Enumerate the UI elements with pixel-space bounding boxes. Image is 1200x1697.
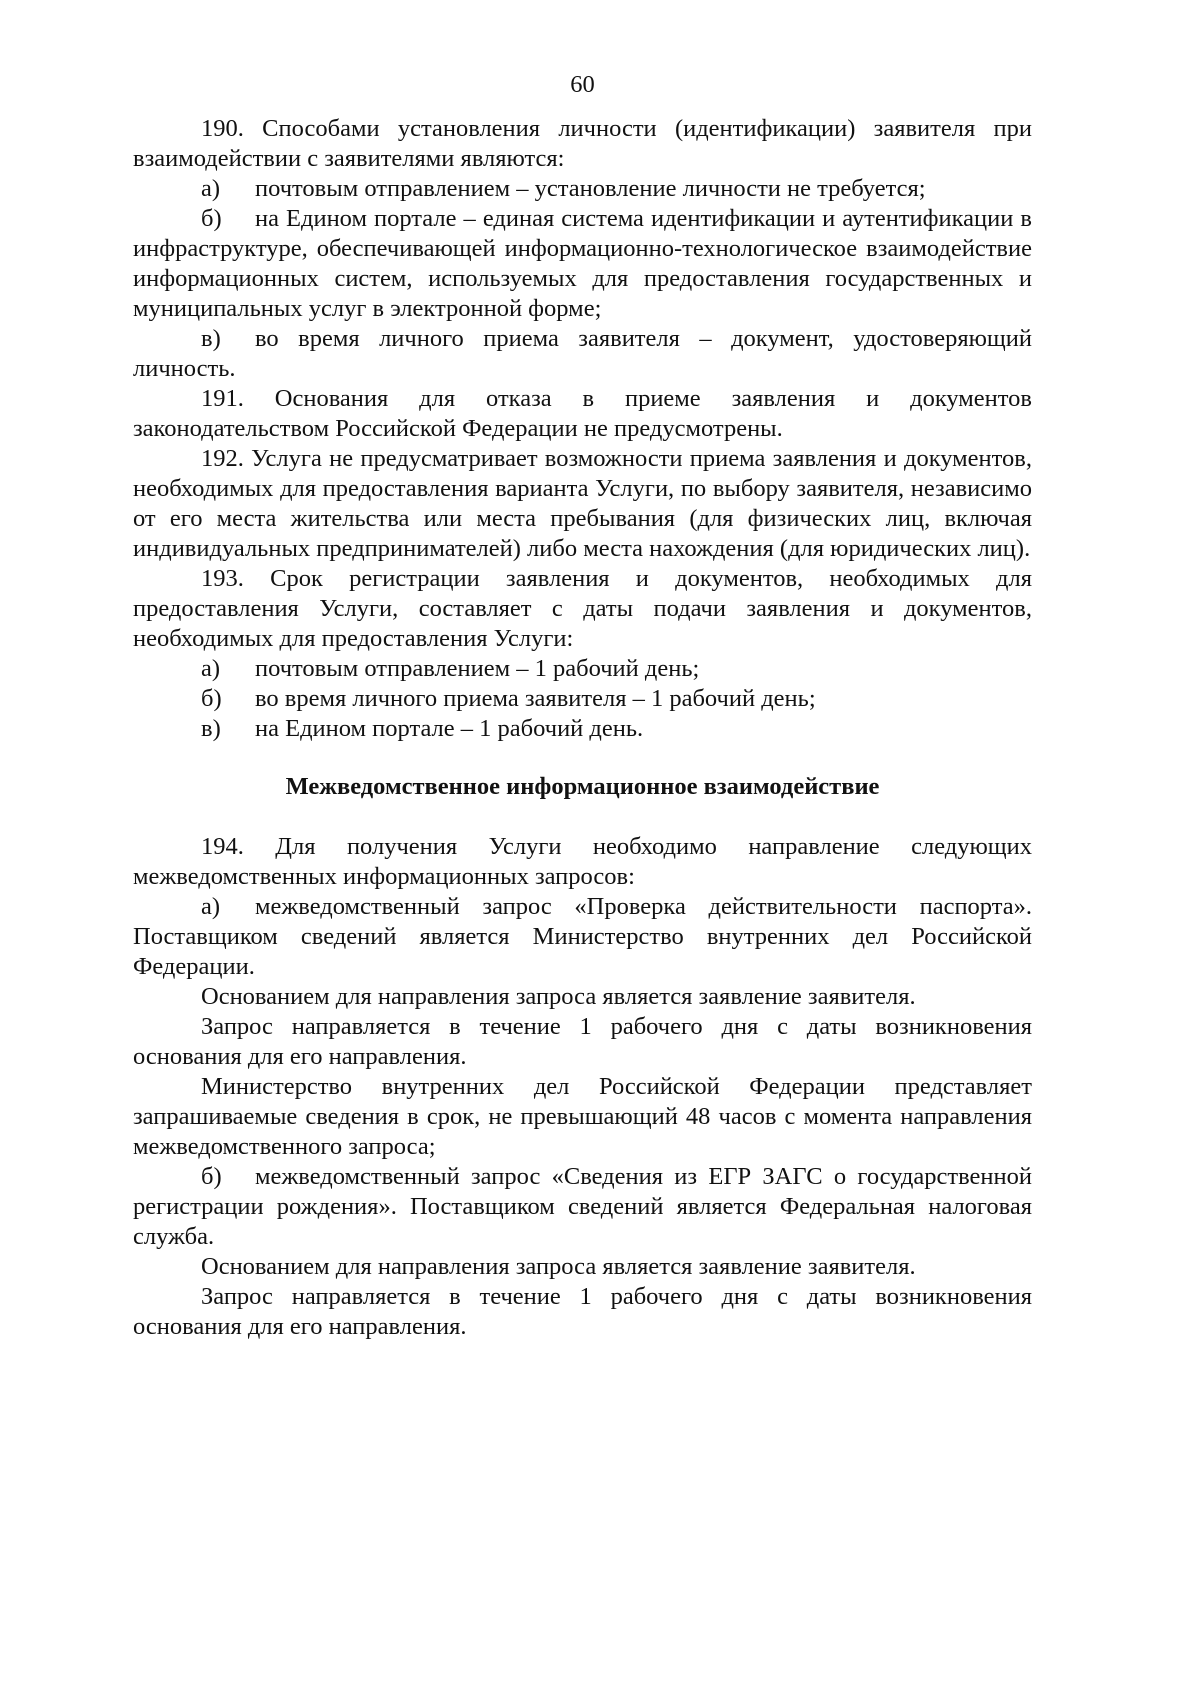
item-marker: б) <box>201 205 222 232</box>
paragraph-194-a-ministry: Министерство внутренних дел Российской Федерации представляет запрашиваемые сведения в срок, не превышающий 48 часов с момента направления межведомственного запроса; <box>133 1073 1032 1160</box>
paragraph-191: 191. Основания для отказа в приеме заявления и документов законодательством Российской Федерации не предусмотрены. <box>133 385 1032 442</box>
paragraph-194-a-basis: Основанием для направления запроса является заявление заявителя. <box>201 983 916 1010</box>
list-item-193-v <box>133 714 1032 744</box>
list-item-190-a <box>133 174 1032 204</box>
item-marker: в) <box>201 325 221 352</box>
section-heading: Межведомственное информационное взаимодействие <box>285 773 880 800</box>
item-text: во время личного приема заявителя – 1 рабочий день; <box>255 685 816 712</box>
item-text: межведомственный запрос «Проверка действительности паспорта». Поставщиком сведений является Министерство внутренних дел Российской Федерации. <box>133 893 1032 980</box>
paragraph-192: 192. Услуга не предусматривает возможности приема заявления и документов, необходимых для предоставления варианта Услуги, по выбору заявителя, независимо от его места жительства или места пребывания (для физических лиц, включая индивидуальных предпринимателей) либо места нахождения (для юридических лиц). <box>133 445 1032 562</box>
list-item-190-v <box>133 324 1032 384</box>
paragraph-190: 190. Способами установления личности (идентификации) заявителя при взаимодействии с заявителями являются: <box>133 115 1032 172</box>
item-marker: б) <box>201 1163 222 1190</box>
item-text: почтовым отправлением – установление личности не требуется; <box>255 175 926 202</box>
item-marker: а) <box>201 655 221 682</box>
item-text: на Едином портале – единая система идентификации и аутентификации в инфраструктуре, обеспечивающей информационно-технологическое взаимодействие информационных систем, используемых для предоставления государственных и муниципальных услуг в электронной форме; <box>133 205 1032 322</box>
item-marker: б) <box>201 685 222 712</box>
paragraph-194-b-term: Запрос направляется в течение 1 рабочего дня с даты возникновения основания для его направления. <box>133 1283 1032 1340</box>
list-item-193-b <box>133 684 1032 714</box>
list-item-194-a <box>133 892 1032 982</box>
item-text: межведомственный запрос «Сведения из ЕГР ЗАГС о государственной регистрации рождения». Поставщиком сведений является Федеральная налоговая служба. <box>133 1163 1032 1250</box>
paragraph-194: 194. Для получения Услуги необходимо направление следующих межведомственных информационных запросов: <box>133 833 1032 890</box>
item-marker: а) <box>201 893 221 920</box>
paragraph-194-b-basis: Основанием для направления запроса является заявление заявителя. <box>201 1253 916 1280</box>
list-item-190-b <box>133 204 1032 324</box>
paragraph-193: 193. Срок регистрации заявления и документов, необходимых для предоставления Услуги, составляет с даты подачи заявления и документов, необходимых для предоставления Услуги: <box>133 565 1032 652</box>
page-number: 60 <box>570 71 595 98</box>
item-text: во время личного приема заявителя – документ, удостоверяющий личность. <box>133 325 1032 382</box>
item-text: почтовым отправлением – 1 рабочий день; <box>255 655 700 682</box>
document-page <box>133 70 1032 1342</box>
paragraph-194-a-term: Запрос направляется в течение 1 рабочего дня с даты возникновения основания для его направления. <box>133 1013 1032 1070</box>
item-text: на Едином портале – 1 рабочий день. <box>255 715 644 742</box>
list-item-194-b <box>133 1162 1032 1252</box>
item-marker: в) <box>201 715 221 742</box>
list-item-193-a <box>133 654 1032 684</box>
item-marker: а) <box>201 175 221 202</box>
